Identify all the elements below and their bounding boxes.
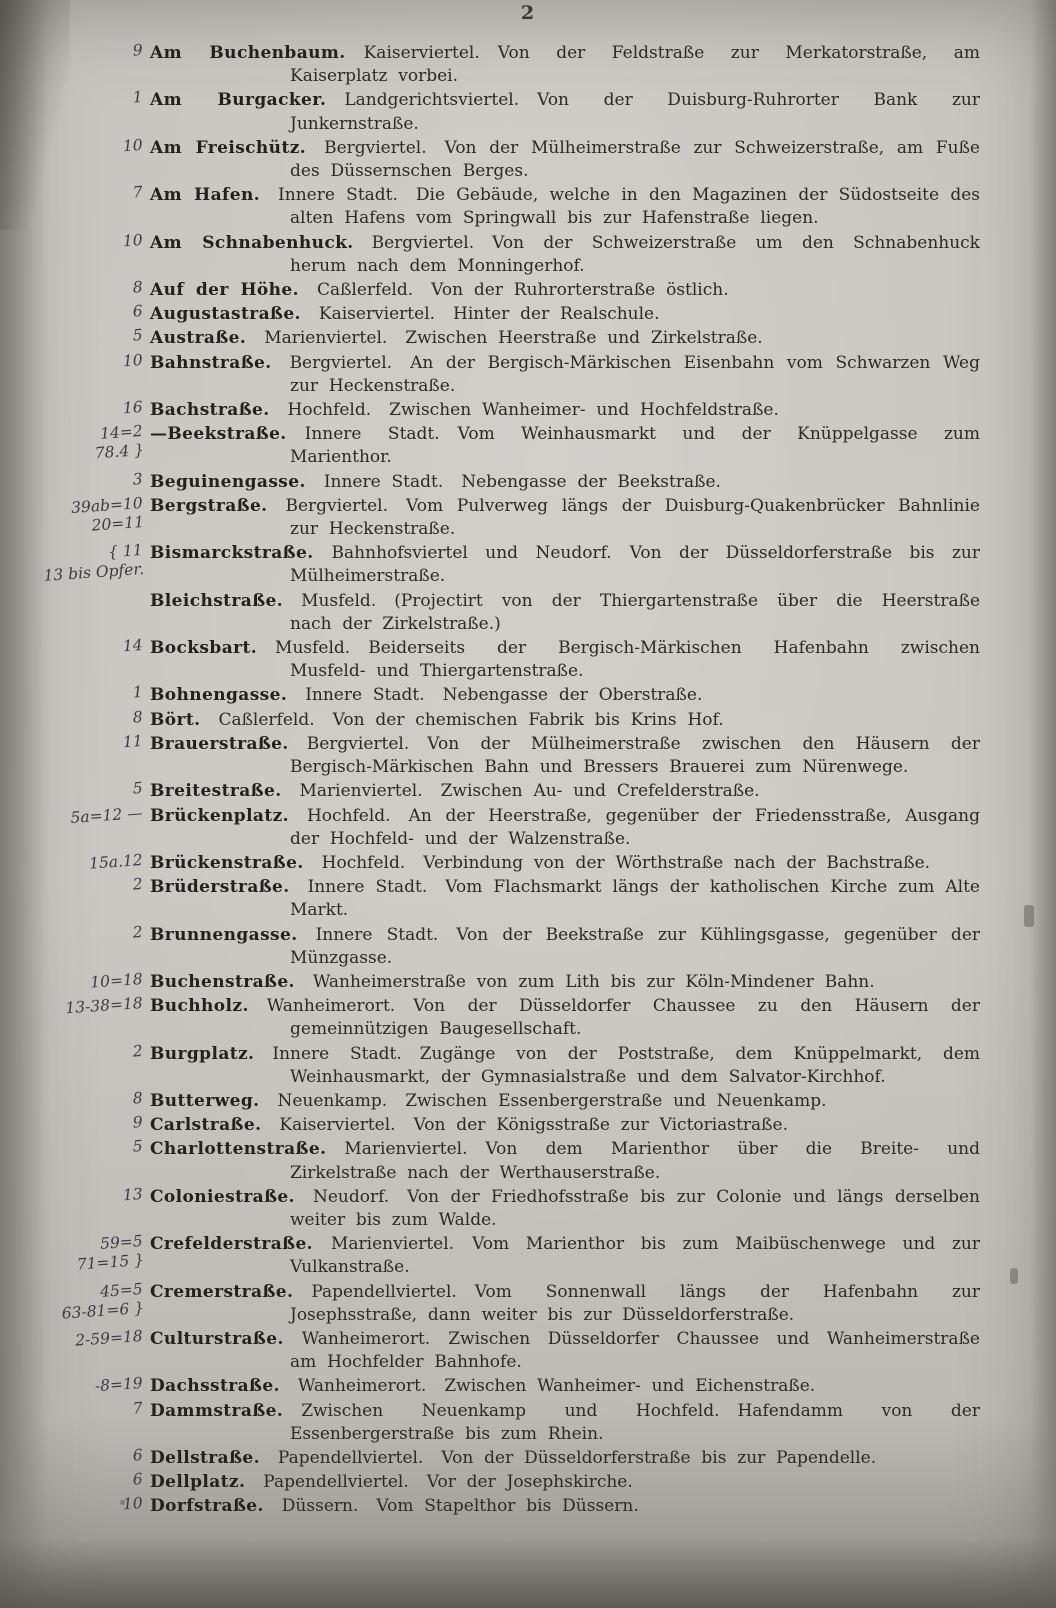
street-description: Zwischen Au- und Crefelderstraße. bbox=[440, 781, 760, 802]
street-name: Bismarckstraße. bbox=[150, 543, 314, 564]
margin-annotation: 8 bbox=[132, 278, 144, 297]
quarter-name: Neudorf. bbox=[312, 1186, 390, 1207]
street-description: Von der Düsseldorferstraße bis zur Papendelle. bbox=[441, 1447, 877, 1468]
margin-annotation: 59=5 71=15 } bbox=[76, 1232, 145, 1274]
margin-annotation: 10 bbox=[122, 230, 144, 250]
street-name: Am Burgacker. bbox=[150, 90, 327, 111]
directory-entry bbox=[61, 1279, 980, 1327]
street-name: Burgplatz. bbox=[150, 1043, 255, 1064]
quarter-name: Marienviertel. bbox=[264, 328, 388, 349]
directory-entry bbox=[132, 41, 980, 88]
street-description: Von der Feldstraße zur Merkatorstraße, am Kaiserplatz vorbei. bbox=[290, 43, 980, 87]
margin-annotation: 1 bbox=[132, 683, 144, 703]
street-description: Von der Düsseldorferstraße bis zur Mülheimerstraße. bbox=[290, 543, 981, 587]
margin-annotation: 6 bbox=[132, 1470, 144, 1489]
directory-entry bbox=[94, 422, 980, 469]
street-description: Wanheimerstraße von zum Lith bis zur Köln-Mindener Bahn. bbox=[312, 971, 875, 992]
street-description: Von der Beekstraße zur Kühlingsgasse, gegenüber der Münzgasse. bbox=[290, 924, 981, 968]
quarter-name: Düssern. bbox=[281, 1496, 359, 1517]
directory-entry bbox=[76, 1232, 980, 1279]
margin-annotation: 2-59=18 bbox=[74, 1326, 144, 1350]
directory-entry bbox=[132, 183, 980, 230]
quarter-name: Wanheimerort. bbox=[266, 996, 396, 1017]
directory-entry bbox=[132, 1088, 980, 1113]
quarter-name: Hochfeld. bbox=[287, 400, 372, 421]
directory-entry bbox=[132, 302, 980, 326]
street-description: Von der Mülheimerstraße zwischen den Häusern der Bergisch-Märkischen Bahn und Bressers Brauerei zum Nürenwege. bbox=[290, 733, 980, 778]
street-description: Vor der Josephskirche. bbox=[426, 1472, 633, 1493]
quarter-name: Papendellviertel. bbox=[277, 1447, 424, 1468]
margin-annotation: 7 bbox=[132, 1398, 144, 1418]
directory-entry bbox=[89, 969, 980, 994]
street-description: Vom Sonnenwall längs der Hafenbahn zur Josephsstraße, dann weiter bis zur Düsseldorferstraße. bbox=[290, 1281, 980, 1325]
quarter-name: Kaiserviertel. bbox=[279, 1115, 396, 1136]
quarter-name: Innere Stadt. bbox=[305, 685, 425, 706]
directory-entry bbox=[132, 1470, 980, 1494]
margin-annotation: 5 bbox=[132, 326, 144, 346]
margin-annotation: 2 bbox=[132, 875, 144, 894]
street-name: Am Schnabenhuck. bbox=[150, 232, 354, 253]
margin-annotation: 39ab=10 20=11 bbox=[70, 493, 145, 535]
directory-entry bbox=[132, 875, 980, 922]
quarter-name: Bergviertel. bbox=[306, 733, 410, 754]
margin-annotation: 2 bbox=[132, 1041, 144, 1061]
street-description: An der Bergisch-Märkischen Eisenbahn vom Schwarzen Weg zur Heckenstraße. bbox=[290, 352, 980, 396]
street-name: Dellstraße. bbox=[150, 1447, 260, 1468]
quarter-name: Caßlerfeld. bbox=[218, 709, 315, 730]
quarter-name: Kaiserviertel. bbox=[318, 304, 436, 325]
quarter-name: Marienviertel. bbox=[299, 781, 423, 802]
directory-entry bbox=[122, 731, 980, 779]
margin-annotation: 1 bbox=[132, 88, 144, 108]
street-description: Von der Duisburg-Ruhrorter Bank zur Junkernstraße. bbox=[290, 90, 980, 134]
street-name: Austraße. bbox=[150, 328, 247, 349]
directory-entry bbox=[122, 135, 980, 183]
directory-entry bbox=[132, 326, 980, 350]
quarter-name: Zwischen Neuenkamp und Hochfeld. bbox=[301, 1400, 720, 1421]
margin-annotation: 6 bbox=[132, 302, 144, 321]
quarter-name: Kaiserviertel. bbox=[363, 43, 480, 63]
margin-annotation: 2 bbox=[132, 922, 144, 942]
street-name: Dorfstraße. bbox=[150, 1496, 264, 1517]
directory-entry bbox=[132, 1445, 980, 1470]
margin-annotation: 13-38=18 bbox=[64, 994, 144, 1018]
directory-entry bbox=[42, 541, 981, 588]
street-name: Dellplatz. bbox=[150, 1472, 246, 1493]
quarter-name: Bergviertel. bbox=[324, 137, 427, 158]
quarter-name: Wanheimerort. bbox=[297, 1376, 427, 1397]
quarter-name: Landgerichtsviertel. bbox=[344, 90, 520, 111]
street-description: Vom Weinhausmarkt und der Knüppelgasse zum Marienthor. bbox=[290, 424, 980, 468]
street-name: Brunnengasse. bbox=[150, 924, 298, 945]
street-name: Coloniestraße. bbox=[150, 1186, 295, 1207]
street-name: Am Buchenbaum. bbox=[150, 43, 346, 63]
street-description: Vom Stapelthor bis Düssern. bbox=[376, 1496, 639, 1517]
quarter-name: Wanheimerort. bbox=[301, 1328, 431, 1349]
margin-annotation: 15a.12 bbox=[88, 850, 144, 873]
street-name: Am Freischütz. bbox=[150, 137, 307, 158]
quarter-name: Innere Stadt. bbox=[278, 185, 398, 206]
street-name: Brüderstraße. bbox=[150, 877, 290, 898]
street-description: Nebengasse der Beekstraße. bbox=[461, 471, 721, 492]
page-number: 2 bbox=[520, 2, 536, 24]
quarter-name: Musfeld. bbox=[275, 638, 351, 659]
street-name: Am Hafen. bbox=[150, 185, 261, 206]
margin-annotation: 9 bbox=[132, 41, 144, 60]
street-name: Breitestraße. bbox=[150, 781, 282, 802]
street-description: Zwischen Wanheimer- und Hochfeldstraße. bbox=[389, 400, 779, 421]
directory-entry bbox=[88, 850, 980, 875]
street-name: Beguinengasse. bbox=[150, 471, 306, 492]
street-description: Von der chemischen Fabrik bis Krins Hof. bbox=[332, 709, 724, 730]
street-name: Augustastraße. bbox=[150, 304, 301, 325]
margin-annotation: 10=18 bbox=[89, 969, 144, 992]
street-description: An der Heerstraße, gegenüber der Friedensstraße, Ausgang der Hochfeld- und der Walzenstraße. bbox=[290, 805, 980, 849]
street-description: Von der Ruhrorterstraße östlich. bbox=[431, 280, 729, 301]
street-description: Zwischen Wanheimer- und Eichenstraße. bbox=[444, 1376, 816, 1397]
street-name: Crefelderstraße. bbox=[150, 1234, 313, 1255]
street-name: Bleichstraße. bbox=[150, 590, 284, 611]
directory-entry bbox=[122, 636, 980, 683]
directory-entry bbox=[122, 1184, 980, 1232]
street-description: Vom Flachsmarkt längs der katholischen Kirche zum Alte Markt. bbox=[290, 877, 980, 921]
street-name: Bergstraße. bbox=[150, 495, 268, 516]
directory-entry bbox=[132, 779, 980, 803]
street-name: Culturstraße. bbox=[150, 1328, 284, 1349]
margin-annotation: 5a=12 — bbox=[69, 803, 144, 827]
directory-entry bbox=[122, 350, 980, 398]
directory-entry bbox=[132, 88, 980, 135]
directory-entry bbox=[70, 493, 980, 541]
quarter-name: Papendellviertel. bbox=[263, 1472, 409, 1493]
street-description: Von der Mülheimerstraße zur Schweizerstraße, am Fuße des Düssernschen Berges. bbox=[290, 137, 980, 182]
quarter-name: Neuenkamp. bbox=[277, 1090, 388, 1111]
street-description: Hinter der Realschule. bbox=[453, 304, 660, 325]
margin-annotation: 9 bbox=[132, 1113, 144, 1132]
directory-entry bbox=[132, 1137, 980, 1184]
street-name: Brückenstraße. bbox=[150, 852, 304, 873]
directory-entry bbox=[122, 398, 980, 422]
margin-annotation: 16 bbox=[122, 398, 144, 418]
margin-annotation: 5 bbox=[132, 1137, 144, 1156]
street-description: Zugänge von der Poststraße, dem Knüppelmarkt, dem Weinhausmarkt, der Gymnasialstraße und dem Salvator-Kirchhof. bbox=[290, 1043, 981, 1087]
street-description: Beiderseits der Bergisch-Märkischen Hafenbahn zwischen Musfeld- und Thiergartenstraße. bbox=[290, 638, 980, 682]
margin-annotation: 7 bbox=[132, 183, 144, 202]
margin-annotation: 8 bbox=[132, 1088, 144, 1108]
street-name: Dammstraße. bbox=[150, 1400, 284, 1421]
quarter-name: Bergviertel. bbox=[289, 352, 393, 373]
directory-entry bbox=[132, 1398, 980, 1446]
quarter-name: Hochfeld. bbox=[321, 852, 406, 873]
street-description: Verbindung von der Wörthstraße nach der Bachstraße. bbox=[423, 852, 931, 873]
margin-annotation: 14 bbox=[122, 636, 144, 656]
quarter-name: Innere Stadt. bbox=[272, 1043, 402, 1064]
street-name: Bohnengasse. bbox=[150, 685, 288, 706]
street-name: —Beekstraße. bbox=[150, 424, 287, 445]
margin-annotation: 10 bbox=[122, 1494, 144, 1514]
street-description: Vom Marienthor bis zum Maibüschenwege und zur Vulkanstraße. bbox=[290, 1234, 980, 1278]
quarter-name: Marienviertel. bbox=[331, 1234, 455, 1255]
street-name: Brückenplatz. bbox=[150, 805, 289, 826]
street-description: Hafendamm von der Essenbergerstraße bis zum Rhein. bbox=[290, 1400, 980, 1444]
street-description: Von der Friedhofsstraße bis zur Colonie und längs derselben weiter bis zum Walde. bbox=[290, 1186, 980, 1230]
margin-annotation: 10 bbox=[122, 350, 144, 370]
quarter-name: Caßlerfeld. bbox=[316, 280, 414, 301]
street-name: Dachsstraße. bbox=[150, 1376, 280, 1397]
directory-entry bbox=[132, 707, 980, 732]
street-description: Die Gebäude, welche in den Magazinen der Südostseite des alten Hafens vom Springwall bis zur Hafenstraße liegen. bbox=[290, 185, 980, 229]
street-description: Zwischen Essenbergerstraße und Neuenkamp. bbox=[405, 1090, 827, 1111]
margin-annotation: { 11 13 bis Opfer. bbox=[42, 541, 145, 586]
directory-entry bbox=[122, 1494, 980, 1518]
margin-annotation: 6 bbox=[132, 1445, 144, 1465]
street-description: Zwischen Düsseldorfer Chaussee und Wanheimerstraße am Hochfelder Bahnhofe. bbox=[290, 1328, 980, 1373]
street-name: Buchenstraße. bbox=[150, 971, 295, 992]
quarter-name: Hochfeld. bbox=[306, 805, 391, 826]
street-description: (Projectirt von der Thiergartenstraße über die Heerstraße nach der Zirkelstraße.) bbox=[290, 590, 980, 634]
directory-entry bbox=[94, 1374, 980, 1398]
street-name: Bocksbart. bbox=[150, 638, 258, 659]
quarter-name: Marienviertel. bbox=[344, 1139, 468, 1160]
directory-entry bbox=[132, 922, 981, 970]
quarter-name: Bergviertel. bbox=[285, 495, 389, 516]
street-name: Carlstraße. bbox=[150, 1115, 262, 1136]
directory-entry bbox=[74, 1326, 980, 1374]
margin-annotation: 14=2 78.4 } bbox=[94, 422, 145, 463]
directory-entry bbox=[150, 590, 980, 636]
quarter-name: Bahnhofsviertel und Neudorf. bbox=[331, 543, 612, 564]
street-name: Butterweg. bbox=[150, 1090, 260, 1111]
street-description: Vom Pulverweg längs der Duisburg-Quakenbrücker Bahnlinie zur Heckenstraße. bbox=[290, 495, 980, 540]
street-name: Bört. bbox=[150, 709, 201, 730]
quarter-name: Musfeld. bbox=[301, 590, 377, 611]
street-name: Charlottenstraße. bbox=[150, 1139, 327, 1160]
scan-speck bbox=[1024, 905, 1034, 927]
directory-entry bbox=[132, 1041, 981, 1089]
margin-annotation: 8 bbox=[132, 707, 144, 727]
quarter-name: Innere Stadt. bbox=[304, 424, 440, 445]
directory-entry bbox=[122, 230, 980, 278]
street-name: Auf der Höhe. bbox=[150, 280, 299, 301]
street-description: Von der Schweizerstraße um den Schnabenhuck herum nach dem Monningerhof. bbox=[290, 232, 980, 276]
directory-entry bbox=[132, 683, 980, 707]
street-name: Bahnstraße. bbox=[150, 352, 272, 373]
margin-annotation: 10 bbox=[122, 135, 144, 156]
directory-entry bbox=[132, 278, 980, 302]
directory-entry bbox=[69, 803, 980, 851]
margin-annotation: 3 bbox=[132, 469, 144, 489]
quarter-name: Innere Stadt. bbox=[307, 877, 428, 898]
margin-annotation: 13 bbox=[122, 1184, 144, 1205]
street-name: Cremerstraße. bbox=[150, 1281, 294, 1302]
street-description: Von der Königsstraße zur Victoriastraße. bbox=[413, 1115, 788, 1136]
directory-entry bbox=[64, 994, 980, 1041]
street-description: Zwischen Heerstraße und Zirkelstraße. bbox=[405, 328, 763, 349]
margin-annotation: 11 bbox=[122, 731, 144, 752]
margin-annotation: 45=5 63-81=6 } bbox=[61, 1279, 145, 1323]
directory-entry bbox=[132, 1113, 980, 1137]
street-name: Bachstraße. bbox=[150, 400, 270, 421]
quarter-name: Bergviertel. bbox=[371, 232, 475, 253]
quarter-name: Innere Stadt. bbox=[323, 471, 444, 492]
street-description: Nebengasse der Oberstraße. bbox=[442, 685, 703, 706]
street-name: Brauerstraße. bbox=[150, 733, 289, 754]
street-description: Von der Düsseldorfer Chaussee zu den Häusern der gemeinnützigen Baugesellschaft. bbox=[290, 996, 980, 1040]
street-name: Buchholz. bbox=[150, 996, 249, 1017]
quarter-name: Innere Stadt. bbox=[315, 924, 439, 945]
directory-entry bbox=[132, 469, 980, 494]
street-description: Von dem Marienthor über die Breite- und Zirkelstraße nach der Werthauserstraße. bbox=[290, 1139, 980, 1183]
margin-annotation: -8=19 bbox=[94, 1374, 144, 1396]
quarter-name: Papendellviertel. bbox=[311, 1281, 457, 1302]
margin-annotation: 5 bbox=[132, 779, 144, 798]
street-directory-list bbox=[0, 42, 1014, 1520]
